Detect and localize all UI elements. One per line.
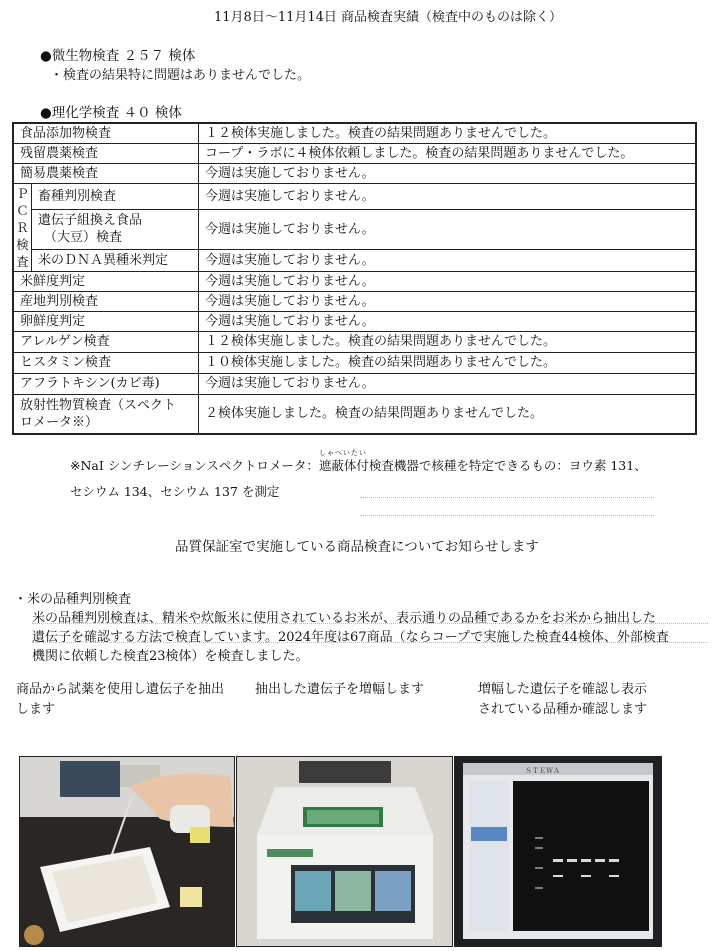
extraction-photo-image xyxy=(20,757,234,946)
test-result: １２検体実施しました。検査の結果問題ありませんでした。 xyxy=(199,331,697,352)
test-result: ２検体実施しました。検査の結果問題ありませんでした。 xyxy=(199,394,697,434)
step-caption-confirm: 増幅した遺伝子を確認し表示されている品種か確認します xyxy=(478,682,648,717)
test-name: アフラトキシン(カビ毒) xyxy=(13,373,199,394)
pcr-char: Ｒ xyxy=(16,219,29,235)
test-result: 今週は実施しておりません。 xyxy=(199,311,697,331)
divider xyxy=(360,515,654,516)
table-row xyxy=(13,209,696,249)
toolbar-text: ＳＴＥＷＡ xyxy=(525,767,560,775)
ruby-annotation: しゃへいたい xyxy=(318,449,367,457)
table-row xyxy=(13,291,696,311)
test-result: 今週は実施しておりません。 xyxy=(199,291,697,311)
table-row xyxy=(13,331,696,352)
test-result: 今週は実施しておりません。 xyxy=(199,271,697,291)
rice-heading: ・米の品種判別検査 xyxy=(14,592,132,607)
extraction-photo xyxy=(19,756,235,947)
footnote-line1 xyxy=(70,449,647,474)
table-row xyxy=(13,183,696,209)
table-row xyxy=(13,123,696,143)
footnote-text: ※NaI シンチレーションスペクトロメータ： xyxy=(70,458,319,473)
test-result: １０検体実施しました。検査の結果問題ありませんでした。 xyxy=(199,352,697,373)
rice-body-line: 機関に依頼した検査23検体）を検査しました。 xyxy=(32,649,309,664)
test-result: コープ・ラボに４検体依頼しました。検査の結果問題ありませんでした。 xyxy=(199,143,697,163)
gel-monitor-image xyxy=(455,757,661,946)
thermal-cycler-photo xyxy=(236,756,453,947)
table-row xyxy=(13,271,696,291)
test-name: アレルゲン検査 xyxy=(13,331,199,352)
test-name-line: 遺伝子組換え食品 xyxy=(37,213,142,228)
pcr-char: Ｃ xyxy=(16,202,29,218)
report-title: 11月8日～11月14日 商品検査実績（検査中のものは除く） xyxy=(214,10,563,25)
test-name: 食品添加物検査 xyxy=(13,123,199,143)
test-name: 残留農薬検査 xyxy=(13,143,199,163)
micro-heading: ●微生物検査 ２５７ 検体 xyxy=(40,48,196,64)
test-name: ヒスタミン検査 xyxy=(13,352,199,373)
inspection-table xyxy=(12,122,697,435)
step-caption-amplify: 抽出した遺伝子を増幅します xyxy=(255,682,425,697)
test-name: 卵鮮度判定 xyxy=(13,311,199,331)
ruby-word xyxy=(318,449,367,474)
table-row xyxy=(13,352,696,373)
footnote-text: 遮蔽体 xyxy=(318,458,357,473)
rice-body-line: 遺伝子を確認する方法で検査しています。2024年度は67商品（ならコープで実施した検査44検体、外部検査 xyxy=(32,630,669,645)
table-row xyxy=(13,373,696,394)
step-caption-extract: 商品から試薬を使用し遺伝子を抽出します xyxy=(16,682,225,717)
test-name: 米鮮度判定 xyxy=(13,271,199,291)
test-name: 簡易農薬検査 xyxy=(13,163,199,183)
test-name: 畜種判別検査 xyxy=(31,183,198,209)
chem-heading: ●理化学検査 ４０ 検体 xyxy=(40,105,182,121)
test-name-line: （大豆）検査 xyxy=(43,230,122,245)
footnote-text: 付検査機器で核種を特定できるもの：ヨウ素 131、 xyxy=(356,458,647,473)
test-name-line: 放射性物質検査（スペクト xyxy=(20,397,177,413)
test-name xyxy=(31,209,198,249)
pcr-char: Ｐ xyxy=(16,185,29,201)
test-name: 米のＤＮＡ異種米判定 xyxy=(31,249,198,271)
footnote-line2: セシウム 134、セシウム 137 を測定 xyxy=(70,484,280,499)
micro-note: ・検査の結果特に問題はありませんでした。 xyxy=(50,68,311,83)
pcr-char: 検 xyxy=(16,236,29,252)
test-result: １２検体実施しました。検査の結果問題ありませんでした。 xyxy=(199,123,697,143)
gel-monitor-photo xyxy=(454,756,662,947)
rice-body-line: 米の品種判別検査は、精米や炊飯米に使用されているお米が、表示通りの品種であるかをお米から抽出した xyxy=(32,611,657,626)
table-row xyxy=(13,163,696,183)
divider xyxy=(32,642,708,643)
pcr-group-label xyxy=(13,183,31,271)
test-result: 今週は実施しておりません。 xyxy=(199,373,697,394)
test-name: 産地判別検査 xyxy=(13,291,199,311)
divider xyxy=(360,497,654,498)
test-result: 今週は実施しておりません。 xyxy=(199,249,697,271)
table-row xyxy=(13,311,696,331)
table-row xyxy=(13,249,696,271)
pcr-char: 査 xyxy=(16,253,29,269)
table-row xyxy=(13,143,696,163)
test-name xyxy=(13,394,199,434)
thermal-cycler-image xyxy=(237,757,452,946)
test-result: 今週は実施しておりません。 xyxy=(199,163,697,183)
table-row xyxy=(13,394,696,434)
test-name-line: ロメータ※） xyxy=(20,414,99,430)
announcement: 品質保証室で実施している商品検査についてお知らせします xyxy=(175,539,539,555)
divider xyxy=(32,623,708,624)
test-result: 今週は実施しておりません。 xyxy=(199,209,697,249)
test-result: 今週は実施しておりません。 xyxy=(199,183,697,209)
